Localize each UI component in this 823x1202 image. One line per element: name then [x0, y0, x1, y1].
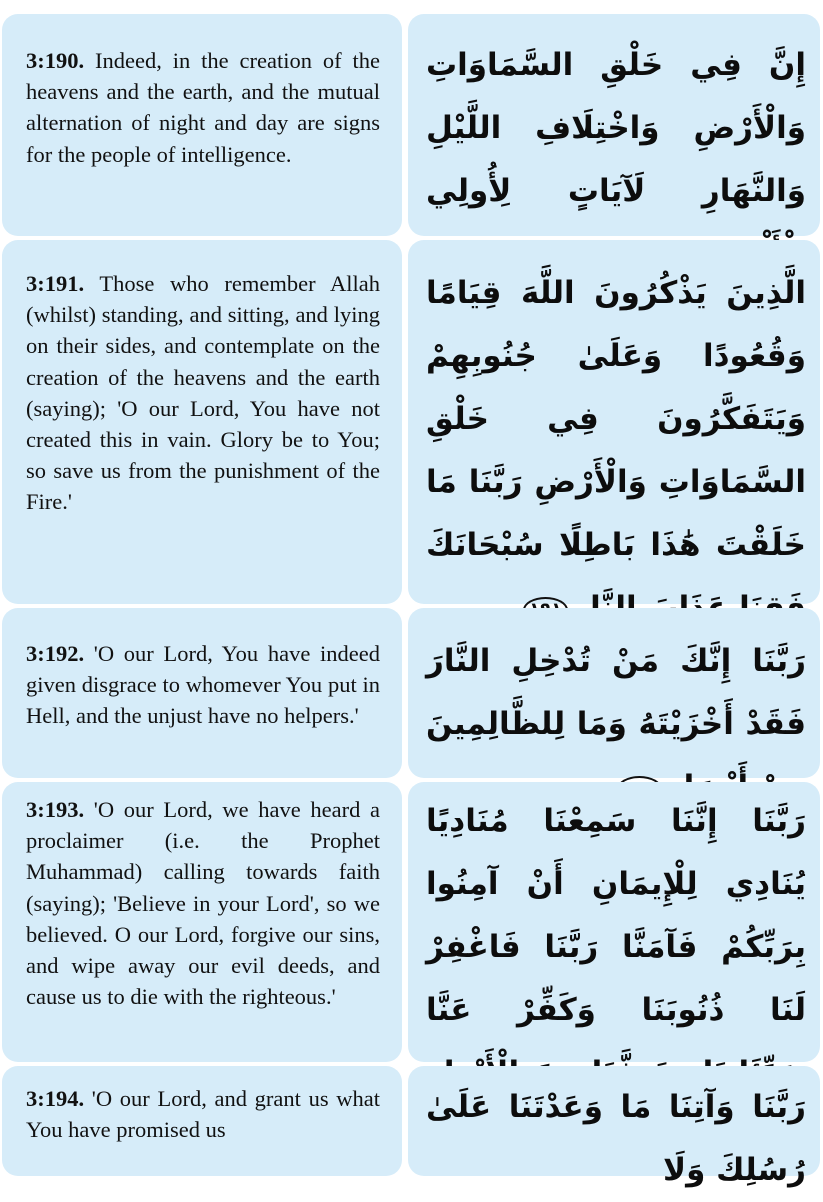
verse-arabic-text: إِنَّ فِي خَلْقِ السَّمَاوَاتِ وَالْأَرْضِ وَاخْتِلَافِ اللَّيْلِ وَالنَّهَارِ لَآيَاتٍ لِأُولِي — [426, 47, 806, 209]
verse-reference: 3:191. — [26, 271, 85, 296]
verse-english-text: Indeed, in the creation of the heavens and the earth, and the mutual alternation of night and day are signs for the people of intelligence. — [26, 48, 380, 167]
verse-translation — [26, 794, 380, 1012]
verse-arabic-text: رَبَّنَا إِنَّنَا سَمِعْنَا مُنَادِيًا يُنَادِي لِلْإِيمَانِ أَنْ آمِنُوا بِرَبِّكُمْ فَآمَنَّا رَبَّنَا فَاغْفِرْ لَنَا ذُنُوبَنَا وَكَفِّرْ عَنَّا — [426, 803, 806, 1028]
verse-english-text: 'O our Lord, we have heard a proclaimer (i.e. the Prophet Muhammad) calling towards faith (saying); 'Believe in your Lord', so we believed. O our Lord, forgive our sins, and wipe away our evil deeds, and cause us to die with the righteous.' — [26, 797, 380, 1010]
verse-translation — [26, 45, 380, 170]
verse-translation — [26, 638, 380, 732]
verse-193-translation-card — [2, 782, 402, 1062]
verse-193-arabic-card — [408, 782, 820, 1062]
verse-translation — [26, 1083, 380, 1145]
verse-arabic — [408, 262, 820, 640]
verse-reference: 3:192. — [26, 641, 85, 666]
verse-arabic-text: رَبَّنَا وَآتِنَا مَا وَعَدْتَنَا عَلَىٰ رُسُلِكَ وَلَا — [426, 1089, 806, 1188]
verse-reference: 3:193. — [26, 797, 85, 822]
verse-reference: 3:194. — [26, 1086, 85, 1111]
verse-english-text: 'O our Lord, You have indeed given disgrace to whomever You put in Hell, and the unjust have no helpers.' — [26, 641, 380, 729]
verse-192-translation-card — [2, 608, 402, 778]
verse-english-text: Those who remember Allah (whilst) standing, and sitting, and lying on their sides, and contemplate on the creation of the heavens and the earth (saying); 'O our Lord, You have not created this in vain. Glory be to You; so save us from the punishment of the Fire.' — [26, 271, 380, 515]
verse-191-arabic-card — [408, 240, 820, 604]
verse-190-translation-card — [2, 14, 402, 236]
verse-english-text: 'O our Lord, and grant us what You have promised us — [26, 1086, 380, 1143]
verse-arabic — [408, 1076, 820, 1202]
verse-192-arabic-card — [408, 608, 820, 778]
verse-arabic-text: الَّذِينَ يَذْكُرُونَ اللَّهَ قِيَامًا وَقُعُودًا وَعَلَىٰ جُنُوبِهِمْ وَيَتَفَكَّرُونَ فِي خَلْقِ السَّمَاوَاتِ وَالْأَرْضِ رَبَّنَا مَا خَلَقْتَ هَٰذَا بَاطِلًا سُبْحَانَكَ — [426, 275, 806, 563]
verse-translation — [26, 268, 380, 518]
verse-191-translation-card — [2, 240, 402, 604]
verse-arabic-text: رَبَّنَا إِنَّكَ مَنْ تُدْخِلِ النَّارَ فَقَدْ أَخْزَيْتَهُ وَمَا لِلظَّالِمِينَ — [426, 643, 806, 742]
verse-190-arabic-card — [408, 14, 820, 236]
verse-reference: 3:190. — [26, 48, 85, 73]
